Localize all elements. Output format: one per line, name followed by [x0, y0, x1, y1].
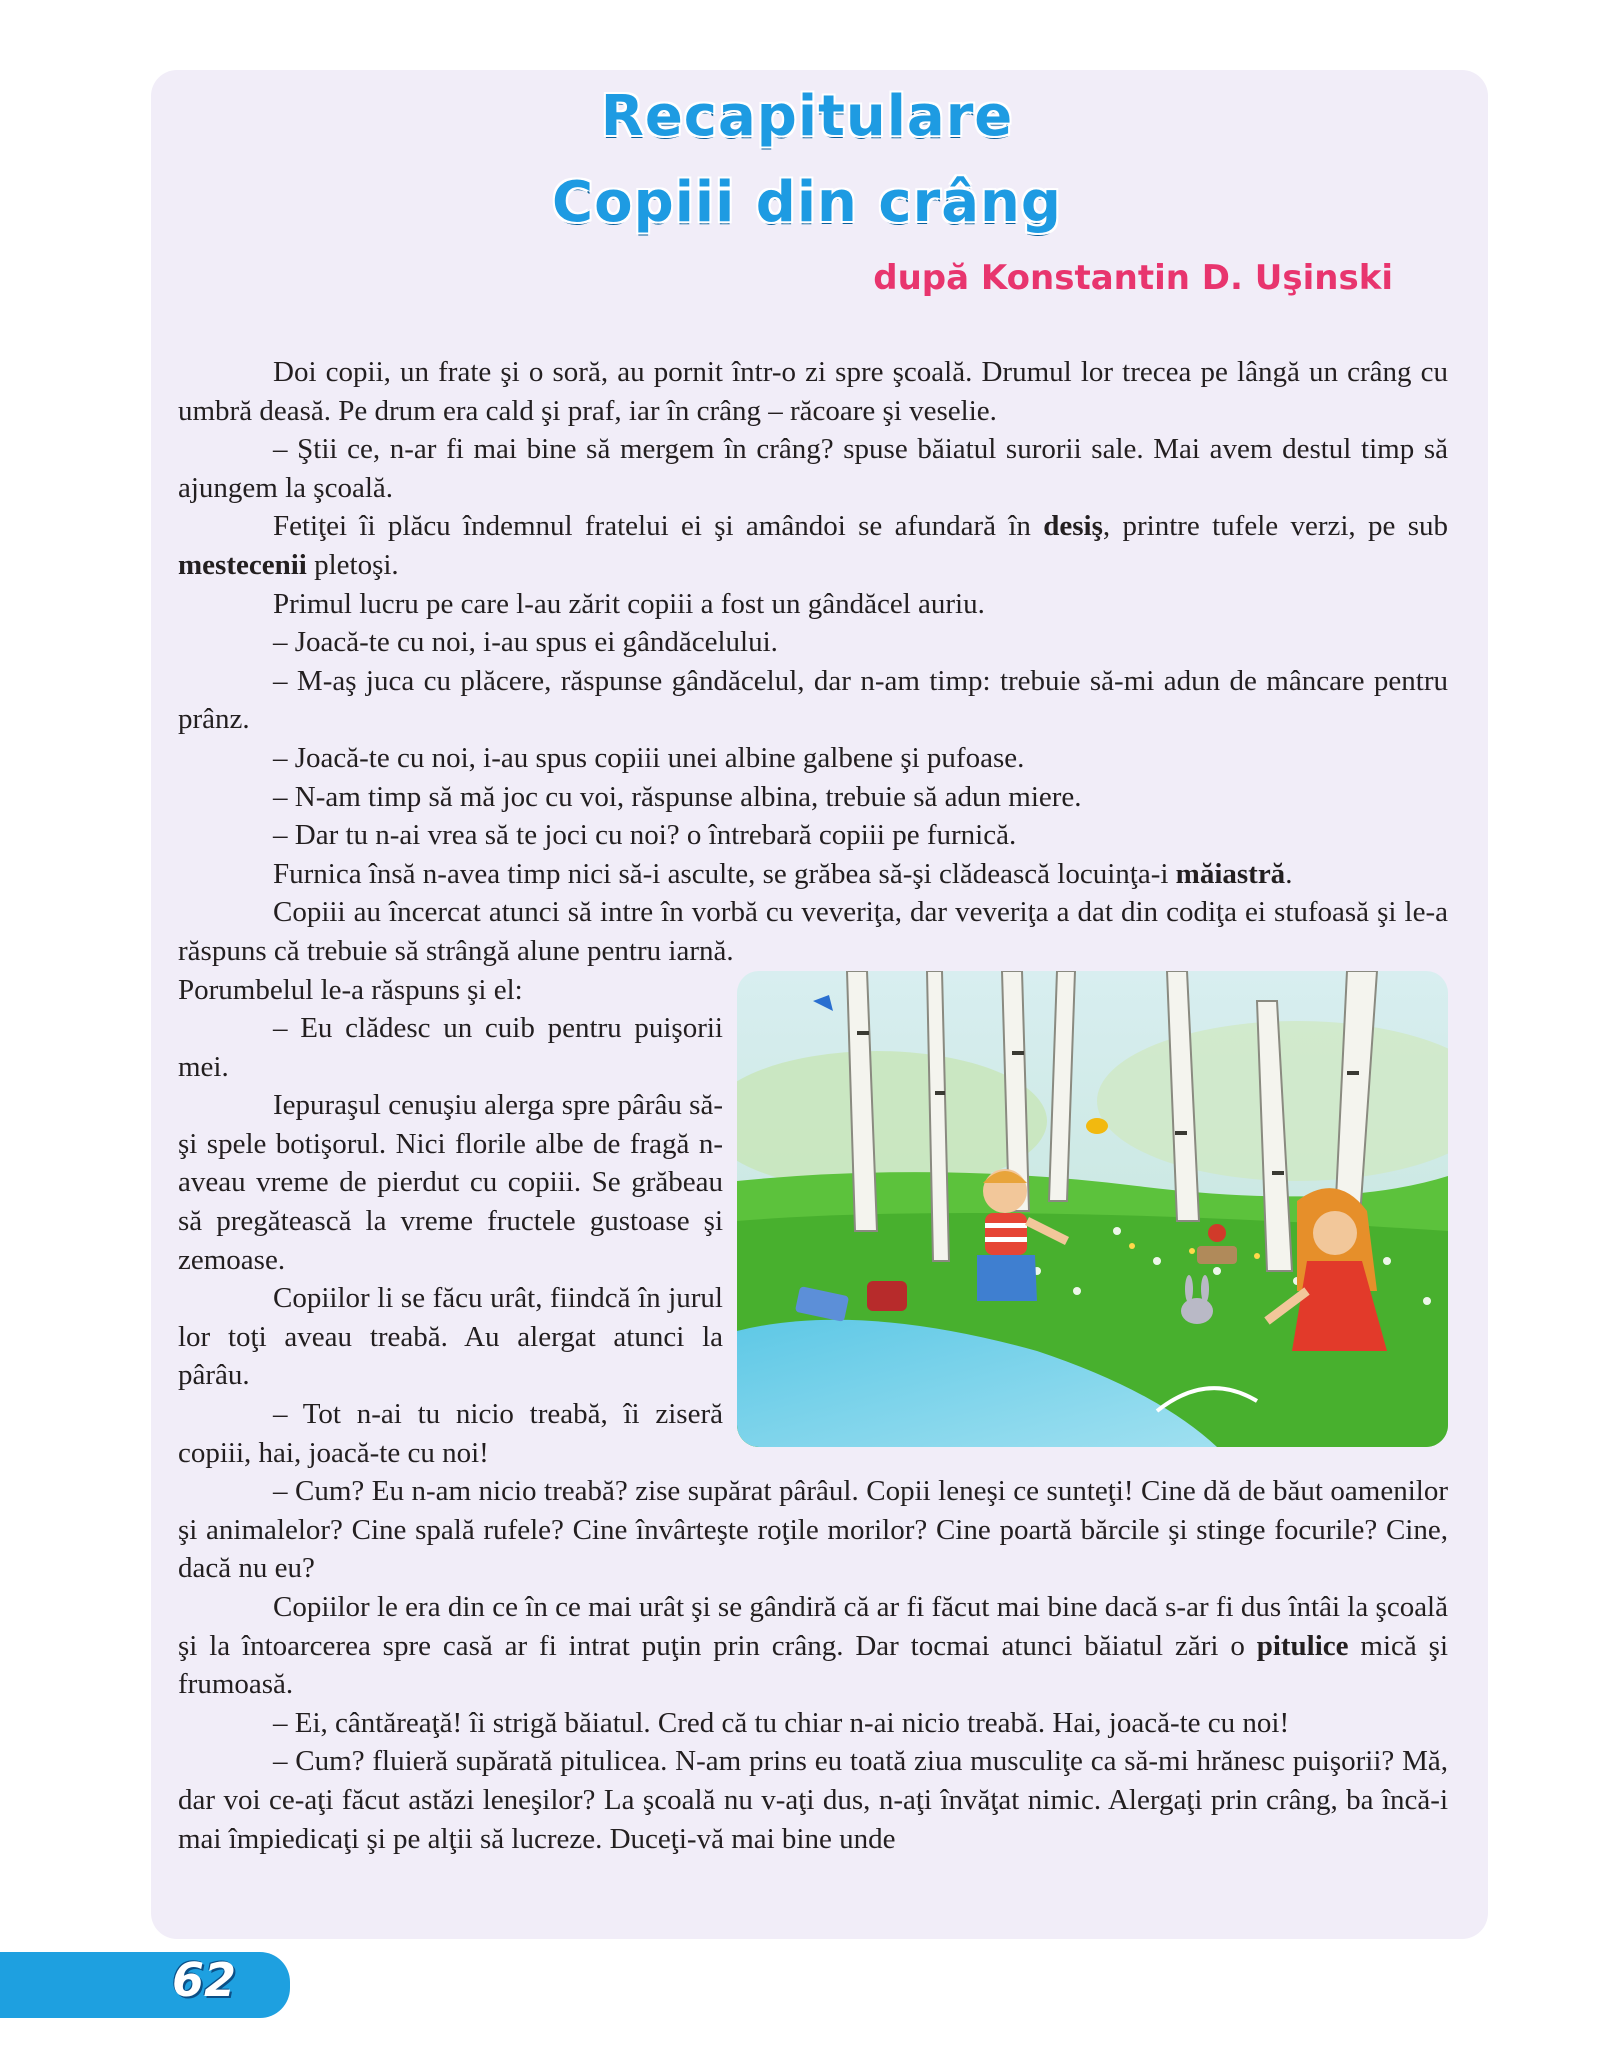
schoolbag [867, 1281, 907, 1311]
paragraph: Fetiţei îi plăcu îndemnul fratelui ei şi amândoi se afundară în desiş, printre tufele verzi, pe sub mestecenii pletoşi. [178, 510, 1448, 581]
paragraph: – Cum? fluieră supărată pitulicea. N-am prins eu toată ziua musculiţe ca să-mi hrănesc puişorii? Mă, dar voi ce-aţi făcut astăzi leneşilor? La şcoală nu v-aţi dus, n-aţi învăţat nimic. Alergaţi prin crâng, ba încă-i mai împiedicaţi şi pe alţii să lucreze. Duceţi-vă mai bine unde [178, 1745, 1448, 1855]
paragraph: Iepuraşul cenuşiu alerga spre pârâu să-şi spele botişorul. Nici florile albe de fragă n-aveau vreme de pierdut cu copiii. Se grăbeau să pregătească la vreme fructele gustoase şi zemoase. [178, 1089, 723, 1276]
paragraph: – Joacă-te cu noi, i-au spus ei gândăcelului. [273, 626, 778, 659]
paragraph: – Joacă-te cu noi, i-au spus copiii unei albine galbene şi pufoase. [273, 741, 1025, 774]
paragraph: – N-am timp să mă joc cu voi, răspunse albina, trebuie să adun miere. [273, 780, 1082, 813]
page-number-bar [0, 1952, 290, 2018]
paragraph: – Ştii ce, n-ar fi mai bine să mergem în crâng? spuse băiatul surorii sale. Mai avem destul timp să ajungem la şcoală. [178, 433, 1448, 504]
keyword-maiastra: măiastră [1175, 857, 1286, 890]
paragraph: – Dar tu n-ai vrea să te joci cu noi? o întrebară copiii pe furnică. [273, 819, 1017, 852]
paragraph: – Eu clădesc un cuib pentru puişorii mei. [178, 1012, 723, 1083]
tree-stump [1197, 1246, 1237, 1264]
title-recapitulare: Recapitulare [600, 84, 1014, 149]
story-text [178, 353, 1448, 1858]
paragraph: – Tot n-ai tu nicio treabă, îi ziseră copiii, hai, joacă-te cu noi! [178, 1398, 723, 1469]
robin-bird [1208, 1224, 1226, 1242]
story-author: după Konstantin D. Uşinski [873, 258, 1393, 298]
paragraph: Furnica însă n-avea timp nici să-i asculte, se grăbea să-şi clădească locuinţa-i măiastră. [273, 857, 1293, 890]
paragraph: – M-aş juca cu plăcere, răspunse gândăcelul, dar n-am timp: trebuie să-mi adun de mâncare pentru prânz. [178, 664, 1448, 736]
paragraph: Copiii au încercat atunci să intre în vorbă cu veveriţa, dar veveriţa a dat din codiţa ei stufoasă şi le-a răspuns că trebuie să strângă alune pentru iarnă. [178, 896, 1448, 967]
paragraph: – Ei, cântăreaţă! îi strigă băiatul. Cred că tu chiar n-ai nicio treabă. Hai, joacă-te cu noi! [273, 1706, 1290, 1739]
bee [1086, 1118, 1108, 1134]
keyword-pitulice: pitulice [1256, 1629, 1349, 1662]
keyword-mestecenii: mestecenii [178, 548, 307, 581]
paragraph: Copiilor li se făcu urât, fiindcă în jurul lor toţi aveau treabă. Au alergat atunci la pârâu. [178, 1282, 723, 1392]
page-number: 62 [172, 1953, 237, 2007]
story-title: Copiii din crâng [552, 170, 1062, 235]
paragraph: Porumbelul le-a răspuns şi el: [178, 973, 523, 1006]
paragraph: – Cum? Eu n-am nicio treabă? zise supărat pârâul. Copii leneşi ce sunteţi! Cine dă de băut oamenilor şi animalelor? Cine spală rufele? Cine învârteşte roţile morilor? Cine poartă bărcile şi stinge focurile? Cine, dacă nu eu? [178, 1475, 1448, 1585]
forest-illustration [737, 971, 1448, 1447]
paragraph: Doi copii, un frate şi o soră, au pornit într-o zi spre şcoală. Drumul lor trecea pe lângă un crâng cu umbră deasă. Pe drum era cald şi praf, iar în crâng – răcoare şi veselie. [178, 356, 1448, 427]
paragraph: Primul lucru pe care l-au zărit copiii a fost un gândăcel auriu. [273, 587, 985, 620]
paragraph: Copiilor le era din ce în ce mai urât şi se gândiră că ar fi făcut mai bine dacă s-ar fi dus întâi la şcoală şi la întoarcerea spre casă ar fi intrat puţin prin crâng. Dar tocmai atunci băiatul zări o pitulice mică şi frumoasă. [178, 1591, 1448, 1701]
keyword-desis: desiş [1043, 510, 1103, 543]
